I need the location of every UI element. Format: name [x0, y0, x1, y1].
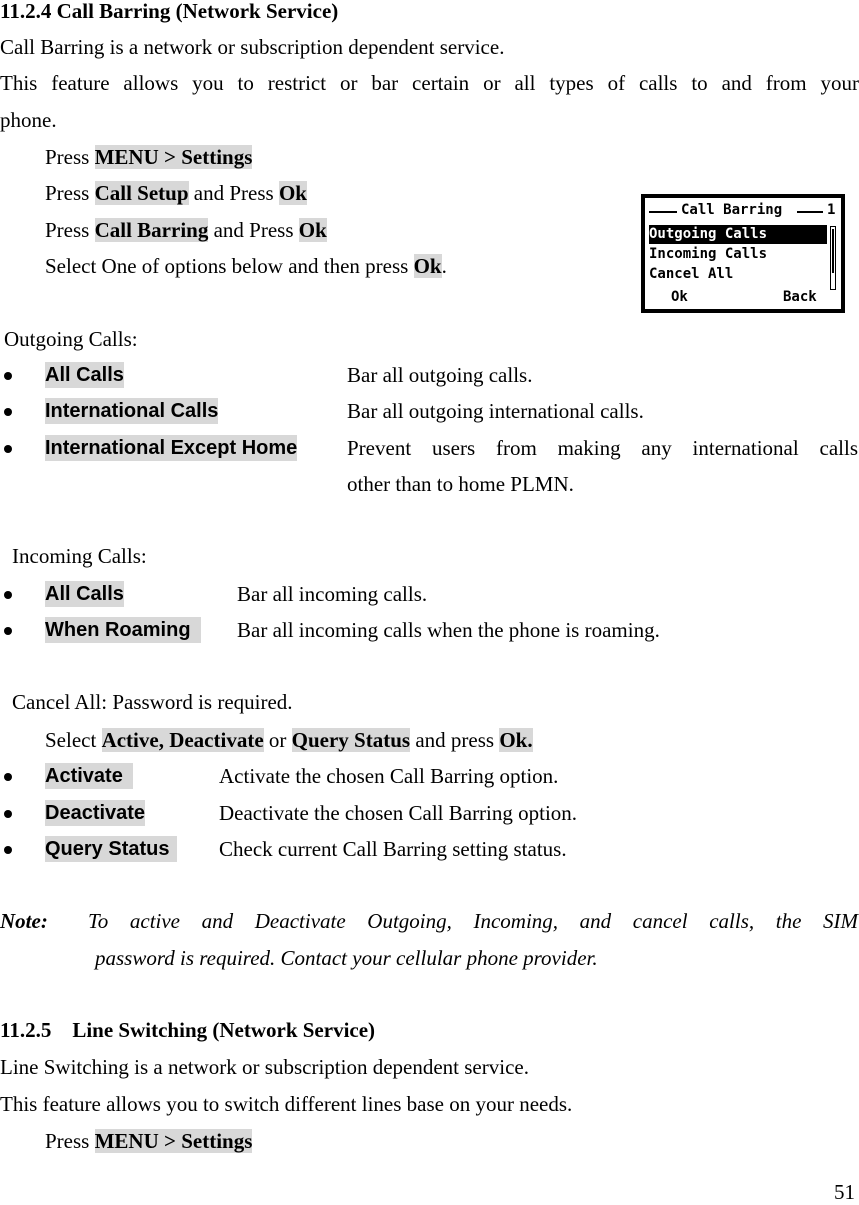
section-heading-line-switching: 11.2.5 Line Switching (Network Service) [0, 1018, 376, 1042]
phone-menu-item: Incoming Calls [649, 246, 768, 262]
option-name: International Calls [45, 400, 219, 422]
option-name: When Roaming [45, 617, 201, 643]
option-name: Query Status [45, 836, 177, 862]
intro-text-2b: phone. [0, 108, 57, 132]
option-desc: Bar all incoming calls when the phone is roaming. [237, 618, 660, 642]
option-desc-cont: other than to home PLMN. [347, 472, 574, 496]
note-label: Note: [0, 909, 48, 933]
phone-page: 1 [827, 202, 836, 218]
phone-scrollbar [830, 226, 836, 290]
step-text: and press [410, 728, 500, 752]
key-label: Ok [413, 254, 442, 278]
step-text: and Press [208, 218, 299, 242]
bullet [4, 846, 12, 854]
option-desc: Prevent users from making any international calls [347, 436, 858, 460]
option-desc: Check current Call Barring setting status. [219, 837, 567, 861]
phone-softkey-right: Back [783, 289, 817, 305]
phone-menu-item: Cancel All [649, 266, 734, 282]
bullet [4, 372, 12, 380]
incoming-label: Incoming Calls: [12, 544, 147, 568]
step-text: Press [45, 218, 95, 242]
intro-text-3: Line Switching is a network or subscription dependent service. [0, 1055, 529, 1079]
step-text: Select One of options below and then press [45, 254, 414, 278]
page-number: 51 [834, 1180, 855, 1204]
option-desc: Activate the chosen Call Barring option. [219, 764, 559, 788]
step-text: and Press [188, 181, 279, 205]
note-line-2: password is required. Contact your cellular phone provider. [95, 946, 598, 970]
option-name: All Calls [45, 364, 124, 386]
bullet [4, 591, 12, 599]
bullet [4, 810, 12, 818]
outgoing-label: Outgoing Calls: [4, 327, 138, 351]
option-desc: Bar all incoming calls. [237, 582, 428, 606]
intro-text-4: This feature allows you to switch different lines base on your needs. [0, 1092, 573, 1116]
phone-title-bar [645, 202, 841, 220]
option-desc: Deactivate the chosen Call Barring option. [219, 801, 578, 825]
bullet [4, 408, 12, 416]
key-label: Active, Deactivate [101, 728, 264, 752]
step-text: Press [45, 1129, 95, 1153]
option-name: Activate [45, 763, 133, 789]
intro-text-2: This feature allows you to restrict or bar certain or all types of calls to and from your [0, 71, 859, 95]
section-heading-call-barring: 11.2.4 Call Barring (Network Service) [0, 0, 339, 23]
option-name: All Calls [45, 583, 124, 605]
step-text: Select [45, 728, 102, 752]
bullet [4, 773, 12, 781]
option-desc: Bar all outgoing calls. [347, 363, 533, 387]
cancel-label: Cancel All: Password is required. [12, 690, 293, 714]
note-line-1: To active and Deactivate Outgoing, Incoming, and cancel calls, the SIM [88, 909, 858, 933]
key-label: MENU > Settings [94, 1129, 253, 1153]
key-label: Ok. [499, 728, 533, 752]
key-label: Call Setup [94, 181, 189, 205]
phone-screen-image [641, 194, 845, 313]
key-label: Query Status [291, 728, 411, 752]
phone-title: Call Barring [681, 202, 783, 218]
option-name: Deactivate [45, 802, 146, 824]
intro-text-1: Call Barring is a network or subscription dependent service. [0, 35, 505, 59]
key-label: Call Barring [94, 218, 209, 242]
phone-menu-item: Outgoing Calls [649, 225, 827, 244]
option-name: International Except Home [45, 437, 298, 459]
key-label: MENU > Settings [94, 145, 253, 169]
key-label: Ok [278, 181, 307, 205]
step-text: Press [45, 145, 95, 169]
step-text: or [263, 728, 292, 752]
option-desc: Bar all outgoing international calls. [347, 399, 644, 423]
phone-softkey-left: Ok [671, 289, 688, 305]
step-text: . [441, 254, 447, 278]
bullet [4, 627, 12, 635]
key-label: Ok [298, 218, 327, 242]
step-text: Press [45, 181, 95, 205]
bullet [4, 445, 12, 453]
